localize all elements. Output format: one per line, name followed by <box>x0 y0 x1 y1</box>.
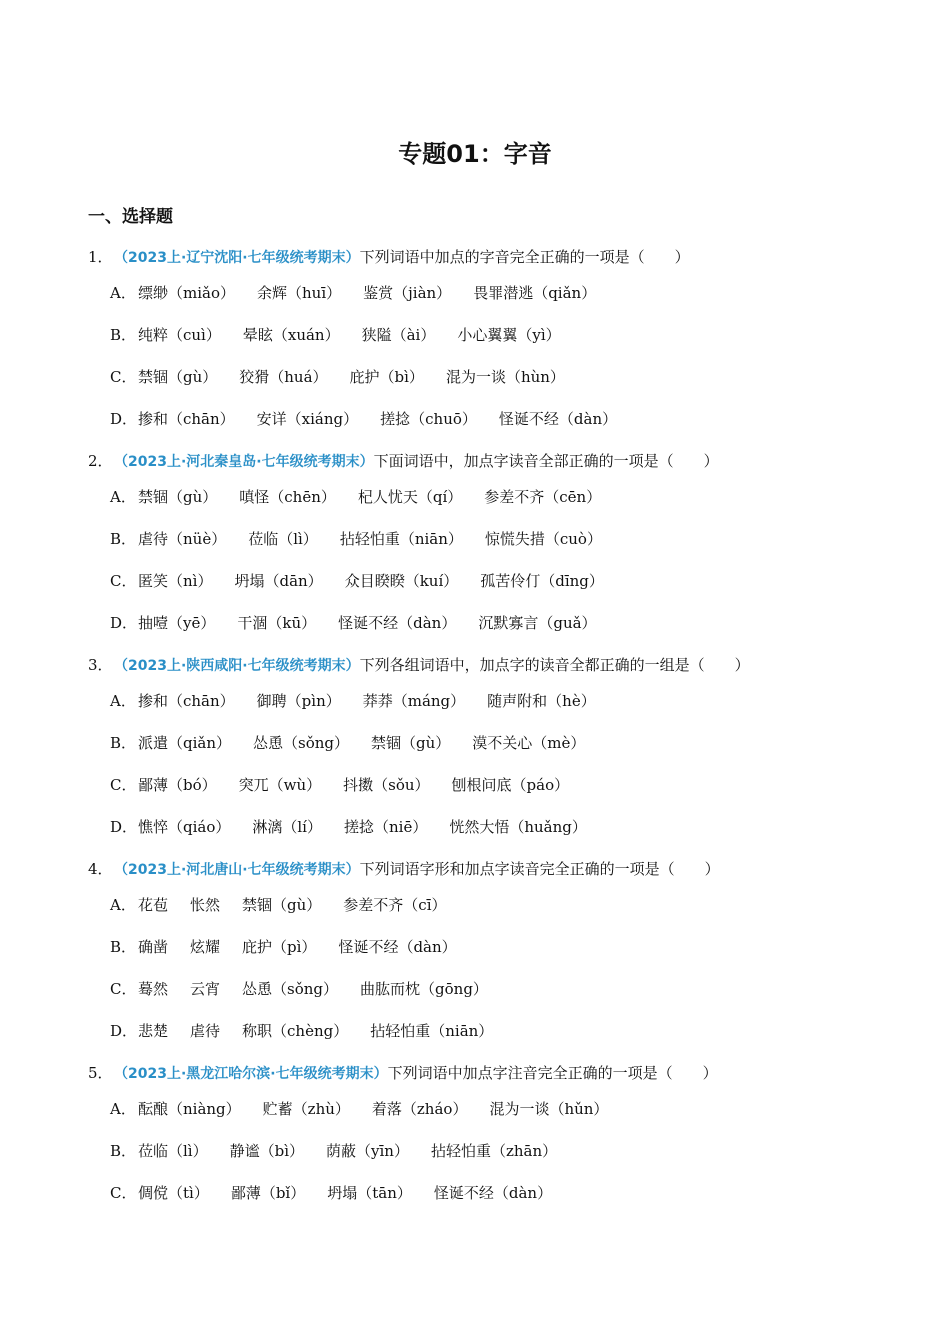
option-word: 拈轻怕重（niān） <box>339 530 463 548</box>
option-list <box>88 679 908 841</box>
question-source: （2023上·黑龙江哈尔滨·七年级统考期末） <box>114 1066 388 1082</box>
option-word: 御聘（pìn） <box>256 692 341 710</box>
answer-option[interactable] <box>88 511 908 553</box>
option-word: 虐待（nüè） <box>138 530 227 548</box>
question-item <box>88 653 908 841</box>
option-letter: D． <box>110 614 138 632</box>
option-word: 怪诞不经（dàn） <box>338 614 457 632</box>
option-letter: A． <box>110 284 136 302</box>
option-word: 刨根问底（páo） <box>451 776 570 794</box>
option-word: 庇护（bì） <box>349 368 424 386</box>
answer-option[interactable] <box>88 1123 908 1165</box>
question-item <box>88 449 908 637</box>
question-stem <box>88 1061 908 1087</box>
option-word: 静谧（bì） <box>229 1142 305 1160</box>
question-source: （2023上·陕西咸阳·七年级统考期末） <box>114 658 360 674</box>
option-word: 众目睽睽（kuí） <box>344 572 459 590</box>
question-number: 5． <box>88 1064 113 1082</box>
option-word: 淋漓（lí） <box>252 818 322 836</box>
option-word: 孤苦伶仃（dīng） <box>480 572 604 590</box>
option-letter: D． <box>110 818 138 836</box>
option-word: 狡猾（huá） <box>239 368 328 386</box>
question-number: 4． <box>88 860 113 878</box>
question-item <box>88 857 908 1045</box>
question-source: （2023上·河北秦皇岛·七年级统考期末） <box>114 454 374 470</box>
option-word: 称职（chèng） <box>242 1022 349 1040</box>
option-word: 花苞 <box>138 896 169 914</box>
answer-option[interactable] <box>88 391 908 433</box>
option-word: 禁锢（gù） <box>138 368 218 386</box>
option-word: 鄙薄（bǐ） <box>230 1184 306 1202</box>
option-letter: B． <box>110 938 137 956</box>
answer-option[interactable] <box>88 1087 908 1123</box>
answer-option[interactable] <box>88 883 908 919</box>
option-list <box>88 883 908 1045</box>
question-stem <box>88 857 908 883</box>
option-list <box>88 271 908 433</box>
option-letter: D． <box>110 1022 138 1040</box>
option-word: 惊慌失措（cuò） <box>484 530 602 548</box>
option-word: 荫蔽（yīn） <box>326 1142 409 1160</box>
option-word: 余辉（huī） <box>257 284 342 302</box>
option-word: 鉴赏（jiàn） <box>363 284 452 302</box>
option-word: 狭隘（ài） <box>361 326 436 344</box>
option-word: 搓捻（niē） <box>343 818 428 836</box>
option-word: 莅临（lì） <box>248 530 318 548</box>
answer-option[interactable] <box>88 757 908 799</box>
question-text: 下面词语中，加点字读音全部正确的一项是（ ） <box>373 452 719 470</box>
question-item <box>88 1061 908 1207</box>
answer-option[interactable] <box>88 475 908 511</box>
option-word: 鄙薄（bó） <box>138 776 217 794</box>
option-word: 酝酿（niàng） <box>138 1100 241 1118</box>
option-word: 虐待 <box>190 1022 221 1040</box>
option-word: 掺和（chān） <box>138 410 235 428</box>
option-word: 贮蓄（zhù） <box>262 1100 350 1118</box>
option-word: 匿笑（nì） <box>138 572 213 590</box>
answer-option[interactable] <box>88 799 908 841</box>
question-number: 1． <box>88 248 113 266</box>
option-word: 云宵 <box>190 980 221 998</box>
option-word: 禁锢（gù） <box>138 488 218 506</box>
option-word: 着落（zháo） <box>371 1100 468 1118</box>
option-word: 倜傥（tì） <box>138 1184 209 1202</box>
option-letter: A． <box>110 488 136 506</box>
option-word: 怪诞不经（dàn） <box>433 1184 553 1202</box>
option-word: 缥缈（miǎo） <box>138 284 235 302</box>
option-word: 莅临（lì） <box>138 1142 208 1160</box>
option-word: 随声附和（hè） <box>487 692 596 710</box>
answer-option[interactable] <box>88 307 908 349</box>
option-word: 恍然大悟（huǎng） <box>449 818 587 836</box>
option-letter: B． <box>110 734 137 752</box>
question-stem <box>88 449 908 475</box>
option-word: 晕眩（xuán） <box>242 326 340 344</box>
option-word: 小心翼翼（yì） <box>457 326 561 344</box>
option-word: 纯粹（cuì） <box>138 326 221 344</box>
option-letter: C． <box>110 572 137 590</box>
option-word: 干涸（kū） <box>237 614 317 632</box>
option-word: 拈轻怕重（niān） <box>370 1022 494 1040</box>
option-letter: C． <box>110 368 137 386</box>
option-word: 漠不关心（mè） <box>472 734 586 752</box>
answer-option[interactable] <box>88 919 908 961</box>
option-word: 参差不齐（cēn） <box>484 488 602 506</box>
option-list <box>88 475 908 637</box>
option-word: 突兀（wù） <box>238 776 322 794</box>
option-word: 怅然 <box>190 896 221 914</box>
answer-option[interactable] <box>88 961 908 1003</box>
question-text: 下列词语中加点的字音完全正确的一项是（ ） <box>359 248 690 266</box>
option-word: 怂恿（sǒng） <box>253 734 350 752</box>
question-item <box>88 245 908 433</box>
option-list <box>88 1087 908 1207</box>
option-word: 悲楚 <box>138 1022 169 1040</box>
option-letter: C． <box>110 980 137 998</box>
answer-option[interactable] <box>88 595 908 637</box>
option-word: 庇护（pì） <box>242 938 317 956</box>
question-source: （2023上·辽宁沈阳·七年级统考期末） <box>114 250 360 266</box>
option-letter: A． <box>110 692 136 710</box>
answer-option[interactable] <box>88 1003 908 1045</box>
answer-option[interactable] <box>88 349 908 391</box>
option-word: 杞人忧天（qí） <box>357 488 463 506</box>
question-text: 下列词语字形和加点字读音完全正确的一项是（ ） <box>359 860 720 878</box>
option-word: 混为一谈（hǔn） <box>489 1100 609 1118</box>
question-list <box>88 245 908 1207</box>
question-stem <box>88 245 908 271</box>
option-word: 抖擞（sǒu） <box>343 776 430 794</box>
question-text: 下列词语中加点字注音完全正确的一项是（ ） <box>387 1064 718 1082</box>
question-number: 2． <box>88 452 113 470</box>
question-stem <box>88 653 908 679</box>
option-word: 确凿 <box>138 938 169 956</box>
option-word: 嗔怪（chēn） <box>239 488 336 506</box>
option-word: 怪诞不经（dàn） <box>338 938 457 956</box>
option-word: 参差不齐（cī） <box>343 896 447 914</box>
option-letter: B． <box>110 326 137 344</box>
section-title: 一、选择题 <box>88 207 173 227</box>
option-word: 炫耀 <box>190 938 221 956</box>
option-word: 沉默寡言（guǎ） <box>478 614 597 632</box>
option-word: 混为一谈（hùn） <box>445 368 565 386</box>
option-letter: A． <box>110 896 136 914</box>
option-letter: C． <box>110 776 137 794</box>
option-word: 派遣（qiǎn） <box>138 734 232 752</box>
option-word: 禁锢（gù） <box>371 734 451 752</box>
option-word: 坍塌（tān） <box>327 1184 412 1202</box>
answer-option[interactable] <box>88 271 908 307</box>
option-letter: A． <box>110 1100 136 1118</box>
option-word: 怪诞不经（dàn） <box>498 410 618 428</box>
option-letter: C． <box>110 1184 137 1202</box>
option-word: 搓捻（chuō） <box>380 410 477 428</box>
option-word: 掺和（chān） <box>138 692 235 710</box>
question-source: （2023上·河北唐山·七年级统考期末） <box>114 862 360 878</box>
option-letter: B． <box>110 530 137 548</box>
question-text: 下列各组词语中，加点字的读音全都正确的一组是（ ） <box>359 656 750 674</box>
option-word: 安详（xiáng） <box>256 410 359 428</box>
option-word: 怂恿（sǒng） <box>242 980 339 998</box>
option-word: 曲肱而枕（gōng） <box>360 980 488 998</box>
option-letter: B． <box>110 1142 137 1160</box>
option-word: 莽莽（máng） <box>362 692 466 710</box>
answer-option[interactable] <box>88 715 908 757</box>
option-word: 抽噎（yē） <box>138 614 216 632</box>
option-word: 畏罪潜逃（qiǎn） <box>473 284 597 302</box>
answer-option[interactable] <box>88 553 908 595</box>
answer-option[interactable] <box>88 679 908 715</box>
option-word: 拈轻怕重（zhān） <box>430 1142 558 1160</box>
option-word: 禁锢（gù） <box>242 896 322 914</box>
page-title: 专题01：字音 <box>398 140 552 168</box>
question-number: 3． <box>88 656 113 674</box>
option-word: 蓦然 <box>138 980 169 998</box>
option-letter: D． <box>110 410 138 428</box>
option-word: 坍塌（dān） <box>234 572 323 590</box>
answer-option[interactable] <box>88 1165 908 1207</box>
option-word: 憔悴（qiáo） <box>138 818 231 836</box>
